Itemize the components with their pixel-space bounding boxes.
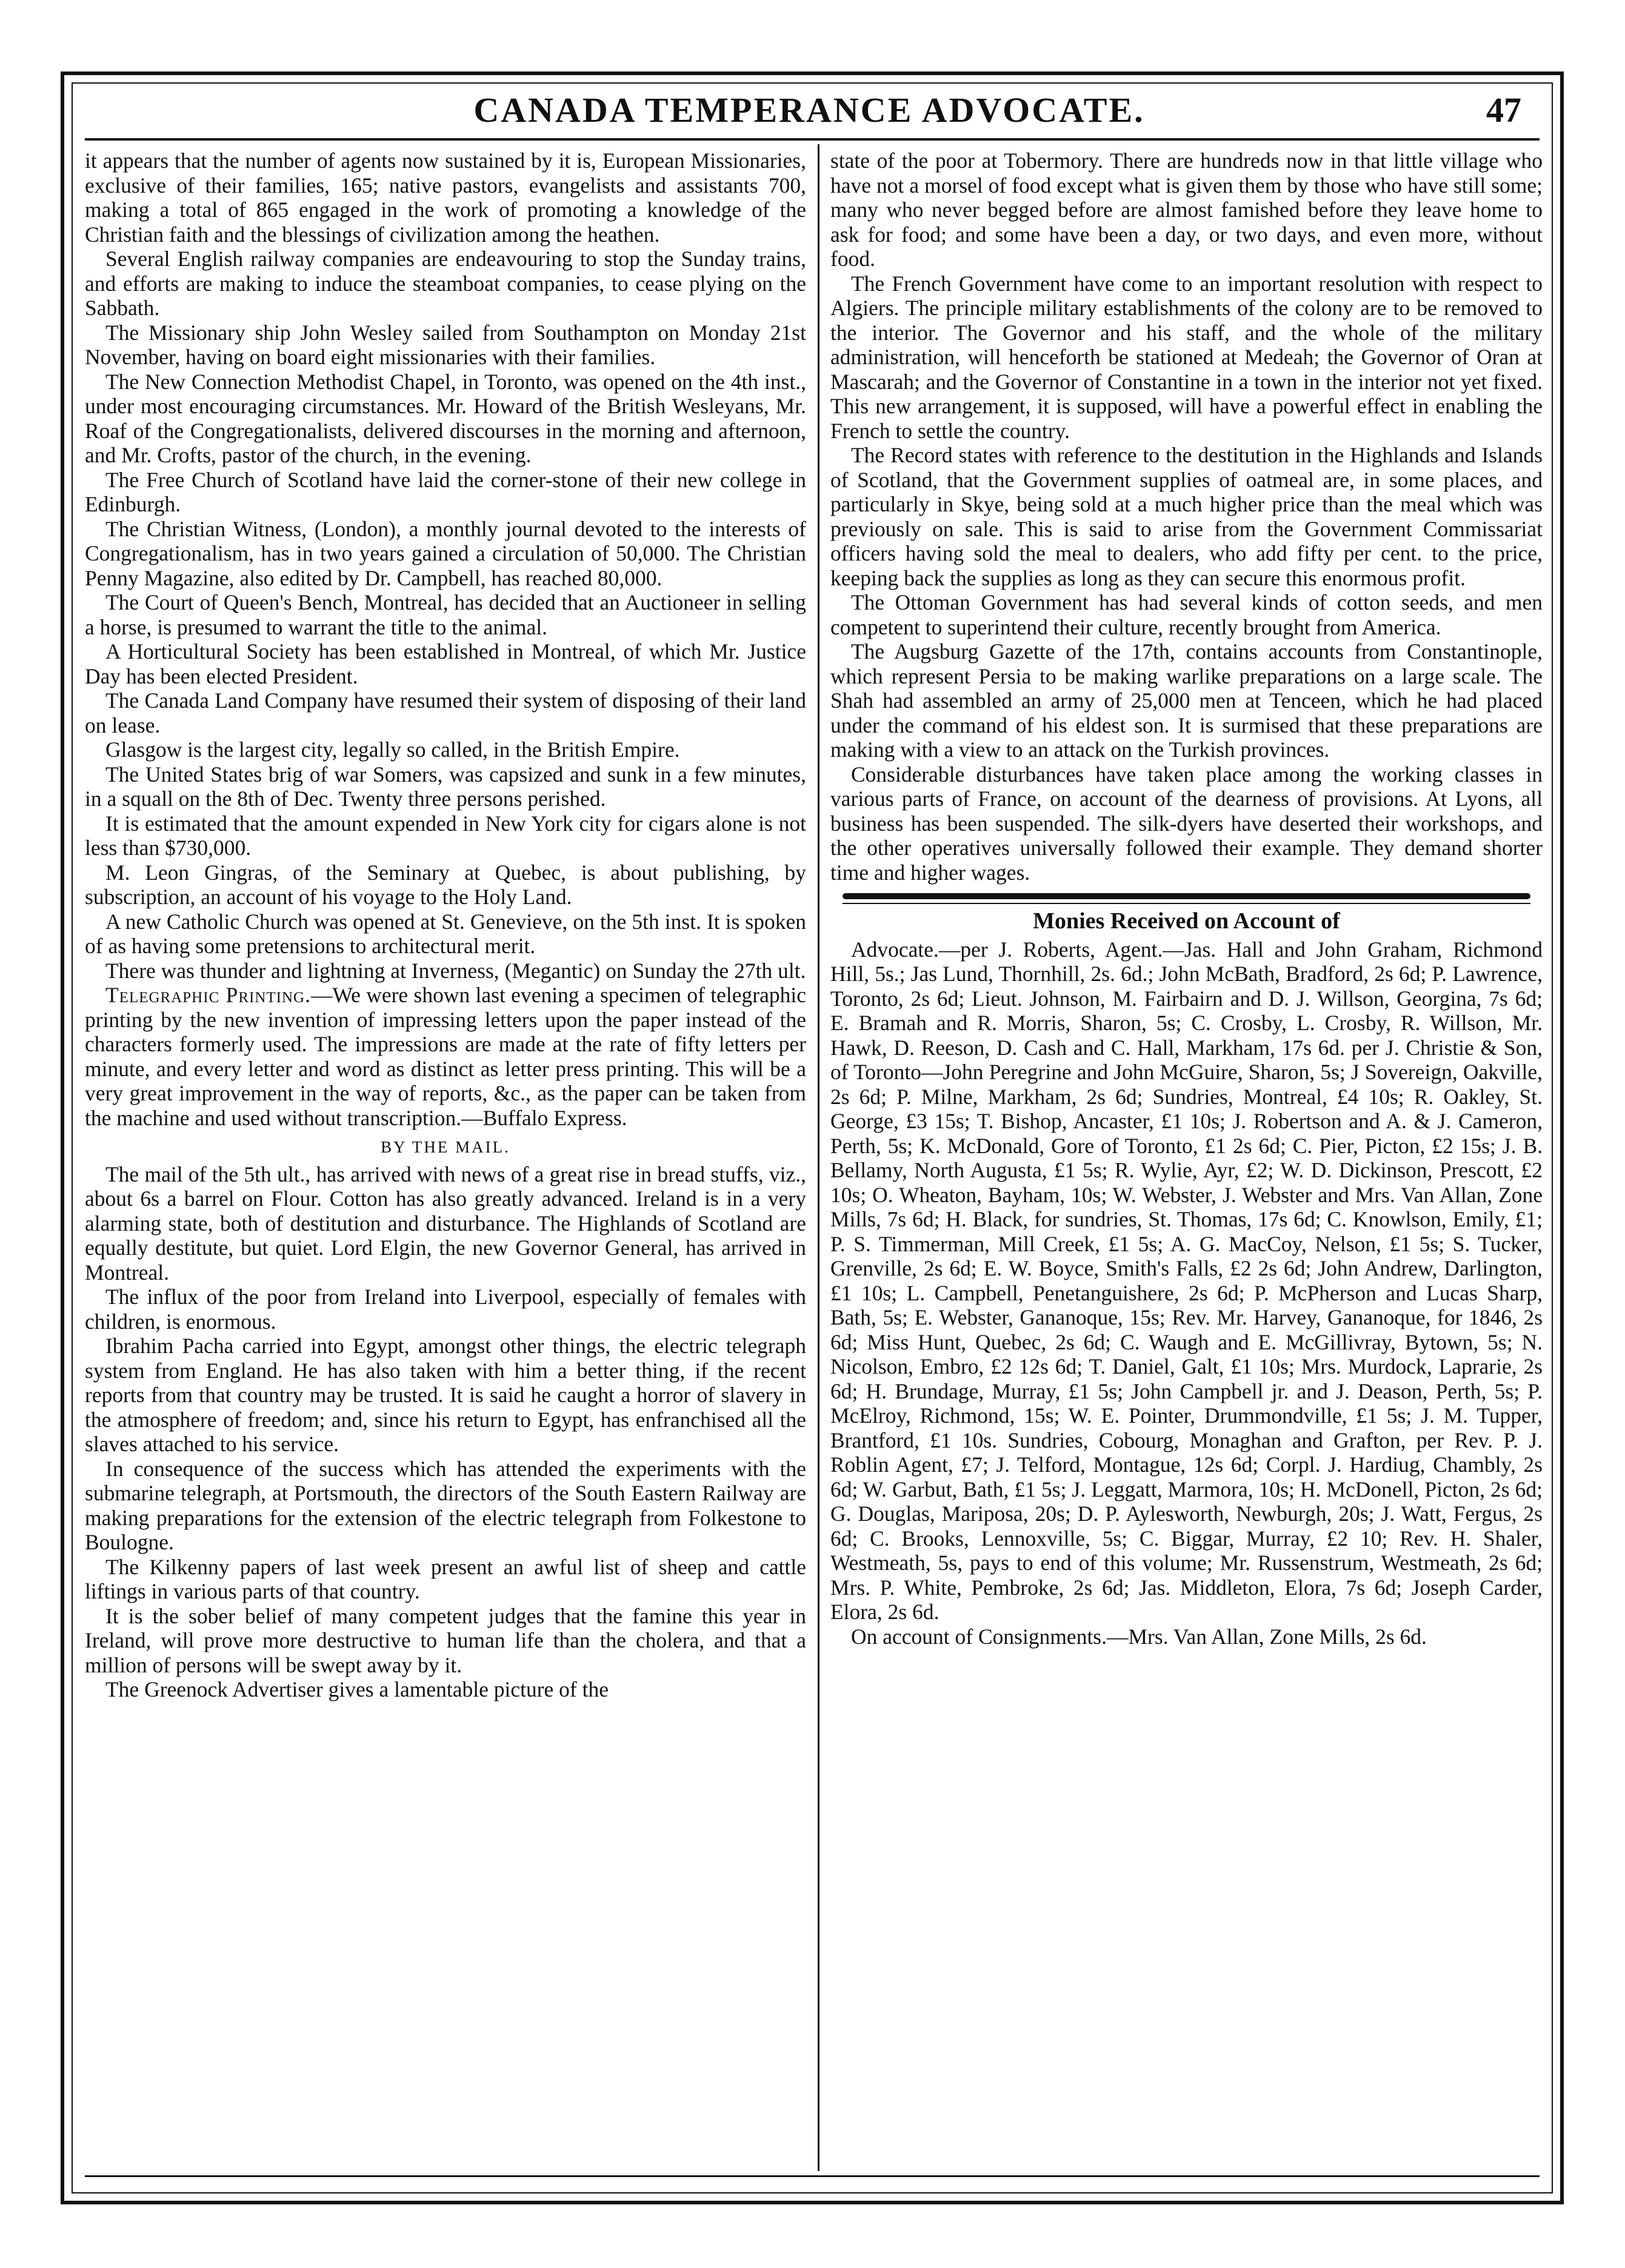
paragraph: M. Leon Gingras, of the Seminary at Quebec, is about publishing, by subscription, an account of his voyage to the Holy Land. <box>85 860 806 909</box>
right-column <box>830 148 1543 2172</box>
paragraph: The Canada Land Company have resumed their system of disposing of their land on lease. <box>85 688 806 737</box>
paragraph: There was thunder and lightning at Inverness, (Megantic) on Sunday the 27th ult. <box>105 958 806 983</box>
paragraph: The Court of Queen's Bench, Montreal, has decided that an Auctioneer in selling a horse, is presumed to warrant the title to the animal. <box>85 590 806 639</box>
paragraph: In consequence of the success which has attended the experiments with the submarine telegraph, at Portsmouth, the directors of the South Eastern Railway are making preparations for the extension of the electric telegraph from Folkestone to Boulogne. <box>85 1456 806 1554</box>
page-number: 47 <box>1486 90 1521 130</box>
column-divider <box>818 144 819 2171</box>
page-header <box>91 85 1527 133</box>
paragraph: The Augsburg Gazette of the 17th, contains accounts from Constantinople, which represent Persia to be making warlike preparations on a large scale. The Shah had assembled an army of 25,000 men at Tenceen, which he had placed under the command of his eldest son. It is surmised that these preparations are making with a view to an attack on the Turkish provinces. <box>830 639 1543 762</box>
paragraph: The New Connection Methodist Chapel, in Toronto, was opened on the 4th inst., under most encouraging circumstances. Mr. Howard of the British Wesleyans, Mr. Roaf of the Congregationalists, delivered discourses in the morning and afternoon, and Mr. Crofts, pastor of the church, in the evening. <box>85 369 806 467</box>
paragraph: It is the sober belief of many competent judges that the famine this year in Ireland, will prove more destructive to human life than the cholera, and that a million of persons will be swept away by it. <box>85 1603 806 1677</box>
monies-list: Advocate.—per J. Roberts, Agent.—Jas. Hall and John Graham, Richmond Hill, 5s.; Jas Lund, Thornhill, 2s. 6d.; John McBath, Bradford, 2s 6d; P. Lawrence, Toronto, 2s 6d; Lieut. Johnson, M. Fairbairn and D. J. Willson, Georgina, 7s 6d; E. Bramah and R. Morris, Sharon, 5s; C. Crosby, L. Crosby, R. Willson, Mr. Hawk, D. Reeson, D. Cash and C. Hall, Markham, 17s 6d. per J. Christie & Son, of Toronto—John Peregrine and John McGuire, Sharon, 5s; J Sovereign, Oakville, 2s 6d; P. Milne, Markham, 2s 6d; Sundries, Montreal, £4 10s; R. Oakley, St. George, £3 15s; T. Bishop, Ancaster, £1 10s; J. Robertson and A. & J. Cameron, Perth, 5s; K. McDonald, Gore of Toronto, £1 2s 6d; C. Pier, Picton, £2 15s; J. B. Bellamy, North Augusta, £1 5s; R. Wylie, Ayr, £2; W. D. Dickinson, Prescott, £2 10s; O. Wheaton, Bayham, 10s; W. Webster, J. Webster and Mrs. Van Allan, Zone Mills, 7s 6d; H. Black, for sundries, St. Thomas, 17s 6d; C. Knowlson, Emily, £1; P. S. Timmerman, Mill Creek, £1 5s; A. G. MacCoy, Nelson, £1 5s; S. Tucker, Grenville, 2s 6d; E. W. Boyce, Smith's Falls, £2 2s 6d; John Andrew, Darlington, £1 10s; L. Campbell, Penetanguishere, 2s 6d; P. McPherson and Lucas Sharp, Bath, 5s; E. Webster, Gananoque, 15s; Rev. Mr. Harvey, Gananoque, for 1846, 2s 6d; Miss Hunt, Quebec, 2s 6d; C. Waugh and E. McGillivray, Bytown, 5s; N. Nicolson, Embro, £2 12s 6d; T. Daniel, Galt, £1 10s; Mrs. Murdock, Laprarie, 2s 6d; H. Brundage, Murray, £1 5s; John Campbell jr. and J. Deason, Perth, 5s; P. McElroy, Richmond, 15s; W. E. Pointer, Drummondville, £1 5s; J. M. Tupper, Brantford, £1 10s. Sundries, Cobourg, Monaghan and Grafton, per Rev. P. J. Roblin Agent, £7; J. Telford, Montague, 12s 6d; Corpl. J. Hardiug, Chambly, 2s 6d; W. Garbut, Bath, £1 5s; J. Leggatt, Marmora, 10s; H. McDonell, Picton, 2s 6d; G. Douglas, Mariposa, 20s; D. P. Aylesworth, Newburgh, 20s; J. Watt, Fergus, 2s 6d; C. Brooks, Lennoxville, 5s; C. Biggar, Murray, £2 10; Rev. H. Shaler, Westmeath, 5s, pays to end of this volume; Mr. Russenstrum, Westmeath, 2s 6d; Mrs. P. White, Pembroke, 2s 6d; Jas. Middleton, Elora, 7s 6d; Joseph Carder, Elora, 2s 6d. <box>830 937 1543 1624</box>
paragraph: The United States brig of war Somers, was capsized and sunk in a few minutes, in a squall on the 8th of Dec. Twenty three persons perished. <box>85 762 806 811</box>
paragraph: The Record states with reference to the destitution in the Highlands and Islands of Scotland, that the Government supplies of oatmeal are, in some places, and particularly in Skye, being sold at a much higher price than the meal which was previously on sale. This is said to arise from the Government Commissariat officers having sold the meal to dealers, who add fifty per cent. to the price, keeping back the supplies as long as they can secure this enormous profit. <box>830 443 1543 590</box>
paragraph: The Missionary ship John Wesley sailed from Southampton on Monday 21st November, having on board eight missionaries with their families. <box>85 320 806 369</box>
paragraph: The mail of the 5th ult., has arrived with news of a great rise in bread stuffs, viz., about 6s a barrel on Flour. Cotton has also greatly advanced. Ireland is in a very alarming state, both of destitution and disturbance. The Highlands of Scotland are equally destitute, but quiet. Lord Elgin, the new Governor General, has arrived in Montreal. <box>85 1162 806 1285</box>
paragraph: The Ottoman Government has had several kinds of cotton seeds, and men competent to superintend their culture, recently brought from America. <box>830 590 1543 639</box>
paragraph: Considerable disturbances have taken place among the working classes in various parts of France, on account of the dearness of provisions. At Lyons, all business has been suspended. The silk-dyers have deserted their workshops, and the other operatives universally followed their example. They demand shorter time and higher wages. <box>830 762 1543 885</box>
paragraph: it appears that the number of agents now sustained by it is, European Missionaries, exclusive of their families, 165; native pastors, evangelists and assistants 700, making a total of 865 engaged in the work of promoting a knowledge of the Christian faith and the blessings of civilization among the heathen. <box>85 148 806 247</box>
header-rule <box>85 138 1540 141</box>
telegraphic-text: —We were shown last evening a specimen of telegraphic printing by the new invention of impressing letters upon the paper instead of the characters formerly used. The impressions are made at the rate of fifty letters per minute, and every letter and word as distinct as letter press printing. This will be a very great improvement in the way of reports, &c., as the paper can be taken from the machine and used without transcription.—Buffalo Express. <box>85 983 806 1130</box>
paragraph: The influx of the poor from Ireland into Liverpool, especially of females with children, is enormous. <box>85 1285 806 1334</box>
bottom-rule <box>85 2175 1540 2177</box>
paragraph: It is estimated that the amount expended in New York city for cigars alone is not less than $730,000. <box>85 811 806 860</box>
monies-heading: Monies Received on Account of <box>1033 908 1340 934</box>
telegraphic-lead: Telegraphic Printing. <box>105 983 311 1007</box>
left-column <box>85 148 806 2172</box>
paragraph: Glasgow is the largest city, legally so called, in the British Empire. <box>105 737 680 762</box>
paragraph: A Horticultural Society has been established in Montreal, of which Mr. Justice Day has been elected President. <box>85 639 806 688</box>
paragraph: The French Government have come to an important resolution with respect to Algiers. The principle military establishments of the colony are to be removed to the interior. The Governor and his staff, and the whole of the military administration, will henceforth be stationed at Medeah; the Governor of Oran at Mascarah; and the Governor of Constantine in a town in the interior not yet fixed. This new arrangement, it is supposed, will have a powerful effect in enabling the French to settle the country. <box>830 271 1543 443</box>
section-rule-thin <box>843 903 1530 904</box>
telegraphic-paragraph <box>85 983 806 1130</box>
consignments-paragraph: On account of Consignments.—Mrs. Van Allan, Zone Mills, 2s 6d. <box>851 1624 1427 1649</box>
paragraph: state of the poor at Tobermory. There are hundreds now in that little village who have not a morsel of food except what is given them by those who have still some; many who never begged before are almost famished before they leave home to ask for food; and some have been a day, or two days, and even more, without food. <box>830 148 1543 271</box>
paragraph: The Greenock Advertiser gives a lamentable picture of the <box>105 1677 609 1701</box>
paragraph: The Christian Witness, (London), a monthly journal devoted to the interests of Congregationalism, has in two years gained a circulation of 50,000. The Christian Penny Magazine, also edited by Dr. Campbell, has reached 80,000. <box>85 516 806 590</box>
paragraph: The Kilkenny papers of last week present an awful list of sheep and cattle liftings in various parts of that country. <box>85 1554 806 1603</box>
paragraph: A new Catholic Church was opened at St. Genevieve, on the 5th inst. It is spoken of as having some pretensions to architectural merit. <box>85 909 806 958</box>
paragraph: The Free Church of Scotland have laid the corner-stone of their new college in Edinburgh. <box>85 467 806 516</box>
section-rule-heavy <box>843 893 1530 899</box>
running-title: CANADA TEMPERANCE ADVOCATE. <box>473 90 1145 130</box>
paragraph: Ibrahim Pacha carried into Egypt, amongst other things, the electric telegraph system from England. He has also taken with him a better thing, if the recent reports from that country may be trusted. It is said he caught a horror of slavery in the atmosphere of freedom; and, since his return to Egypt, has enfranchised all the slaves attached to his service. <box>85 1334 806 1456</box>
paragraph: Several English railway companies are endeavouring to stop the Sunday trains, and efforts are making to induce the steamboat companies, to cease plying on the Sabbath. <box>85 247 806 320</box>
section-heading-by-the-mail: BY THE MAIL. <box>381 1138 510 1156</box>
